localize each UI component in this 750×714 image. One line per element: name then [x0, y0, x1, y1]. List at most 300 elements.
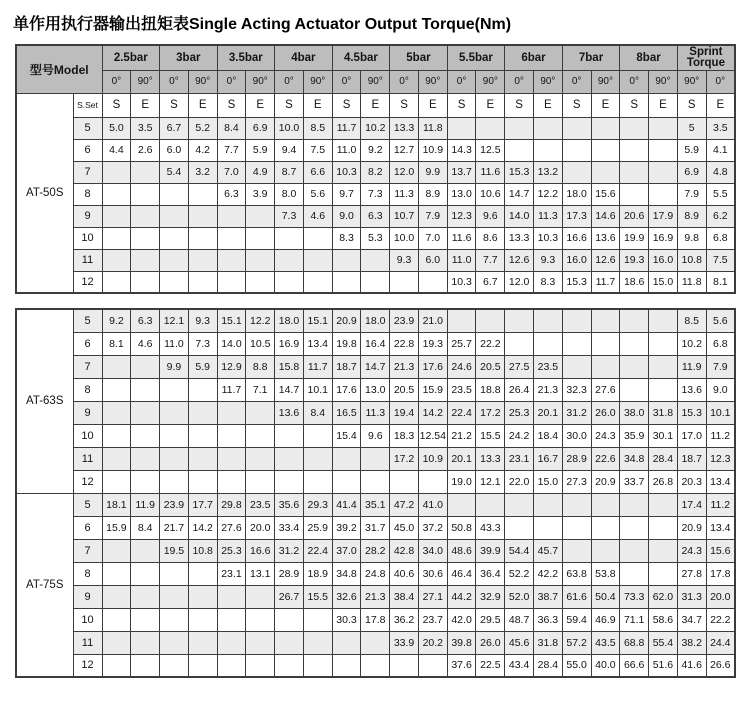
empty-cell — [332, 271, 361, 293]
empty-cell — [649, 516, 678, 539]
empty-cell — [390, 271, 419, 293]
torque-value-cell: 7.3 — [188, 332, 217, 355]
model-cell: AT-75S — [16, 493, 73, 677]
torque-value-cell: 5.3 — [361, 227, 390, 249]
torque-value-cell: 6.3 — [131, 309, 160, 332]
empty-cell — [275, 470, 304, 493]
torque-value-cell: 66.6 — [620, 654, 649, 677]
torque-value-cell: 21.0 — [418, 309, 447, 332]
sset-value-cell: 11 — [73, 447, 102, 470]
torque-value-cell: 16.5 — [332, 401, 361, 424]
torque-value-cell: 24.4 — [706, 631, 735, 654]
table-row — [16, 183, 735, 205]
empty-cell — [332, 654, 361, 677]
torque-value-cell: 27.5 — [505, 355, 534, 378]
empty-cell — [217, 447, 246, 470]
pressure-header: 2.5bar — [102, 45, 160, 70]
degree-header-0: 0° — [217, 70, 246, 93]
spring-degree-header-90: 90° — [677, 70, 706, 93]
torque-value-cell: 17.8 — [706, 562, 735, 585]
torque-value-cell: 10.7 — [390, 205, 419, 227]
empty-cell — [303, 447, 332, 470]
torque-value-cell: 15.0 — [649, 271, 678, 293]
empty-cell — [102, 161, 131, 183]
pressure-header: 3bar — [160, 45, 218, 70]
torque-value-cell: 11.0 — [160, 332, 189, 355]
torque-value-cell: 23.1 — [217, 562, 246, 585]
torque-value-cell: 30.0 — [562, 424, 591, 447]
e-label-cell: E — [591, 93, 620, 117]
empty-cell — [505, 493, 534, 516]
torque-value-cell: 21.7 — [160, 516, 189, 539]
torque-value-cell: 27.8 — [677, 562, 706, 585]
torque-value-cell: 42.8 — [390, 539, 419, 562]
empty-cell — [188, 401, 217, 424]
torque-value-cell: 18.8 — [476, 378, 505, 401]
torque-value-cell: 12.0 — [505, 271, 534, 293]
torque-value-cell: 7.3 — [361, 183, 390, 205]
empty-cell — [620, 183, 649, 205]
degree-header-0: 0° — [620, 70, 649, 93]
empty-cell — [275, 249, 304, 271]
empty-cell — [562, 355, 591, 378]
torque-value-cell: 58.6 — [649, 608, 678, 631]
torque-value-cell: 4.1 — [706, 139, 735, 161]
torque-value-cell: 42.0 — [447, 608, 476, 631]
empty-cell — [188, 608, 217, 631]
s-label-cell: S — [447, 93, 476, 117]
torque-value-cell: 36.4 — [476, 562, 505, 585]
empty-cell — [620, 332, 649, 355]
table-row — [16, 631, 735, 654]
torque-value-cell: 4.6 — [303, 205, 332, 227]
torque-value-cell: 44.2 — [447, 585, 476, 608]
torque-value-cell: 10.0 — [275, 117, 304, 139]
torque-value-cell: 31.2 — [275, 539, 304, 562]
table-row — [16, 562, 735, 585]
torque-value-cell: 12.2 — [246, 309, 275, 332]
sset-value-cell: 8 — [73, 378, 102, 401]
empty-cell — [562, 139, 591, 161]
torque-value-cell: 6.8 — [706, 227, 735, 249]
empty-cell — [246, 227, 275, 249]
torque-value-cell: 10.2 — [361, 117, 390, 139]
e-label-cell: E — [246, 93, 275, 117]
torque-value-cell: 30.3 — [332, 608, 361, 631]
torque-value-cell: 53.8 — [591, 562, 620, 585]
torque-value-cell: 22.6 — [591, 447, 620, 470]
torque-value-cell: 8.5 — [677, 309, 706, 332]
empty-cell — [131, 470, 160, 493]
empty-cell — [217, 654, 246, 677]
torque-value-cell: 35.1 — [361, 493, 390, 516]
empty-cell — [303, 424, 332, 447]
empty-cell — [562, 161, 591, 183]
empty-cell — [131, 355, 160, 378]
torque-value-cell: 13.3 — [390, 117, 419, 139]
torque-value-cell: 16.0 — [649, 249, 678, 271]
empty-cell — [102, 401, 131, 424]
empty-cell — [131, 161, 160, 183]
empty-cell — [361, 271, 390, 293]
empty-cell — [620, 117, 649, 139]
empty-cell — [447, 309, 476, 332]
table-header — [16, 45, 735, 93]
torque-value-cell: 52.0 — [505, 585, 534, 608]
torque-value-cell: 20.1 — [447, 447, 476, 470]
empty-cell — [188, 631, 217, 654]
empty-cell — [275, 424, 304, 447]
sset-value-cell: 10 — [73, 608, 102, 631]
torque-value-cell: 7.5 — [303, 139, 332, 161]
torque-value-cell: 36.3 — [533, 608, 562, 631]
torque-value-cell: 8.3 — [332, 227, 361, 249]
torque-value-cell: 9.6 — [361, 424, 390, 447]
torque-value-cell: 7.0 — [418, 227, 447, 249]
empty-cell — [303, 654, 332, 677]
torque-value-cell: 52.2 — [505, 562, 534, 585]
empty-cell — [102, 654, 131, 677]
torque-value-cell: 25.7 — [447, 332, 476, 355]
torque-value-cell: 32.3 — [562, 378, 591, 401]
torque-value-cell: 6.6 — [303, 161, 332, 183]
torque-value-cell: 10.2 — [677, 332, 706, 355]
torque-value-cell: 11.2 — [706, 424, 735, 447]
table-row — [16, 205, 735, 227]
torque-value-cell: 17.6 — [418, 355, 447, 378]
empty-cell — [102, 378, 131, 401]
empty-cell — [246, 470, 275, 493]
torque-value-cell: 14.0 — [217, 332, 246, 355]
torque-value-cell: 11.7 — [303, 355, 332, 378]
empty-cell — [160, 447, 189, 470]
empty-cell — [131, 401, 160, 424]
torque-value-cell: 25.3 — [217, 539, 246, 562]
torque-value-cell: 8.9 — [418, 183, 447, 205]
model-cell: AT-50S — [16, 93, 73, 293]
torque-value-cell: 13.2 — [534, 161, 563, 183]
empty-cell — [102, 227, 131, 249]
torque-value-cell: 24.8 — [361, 562, 390, 585]
torque-value-cell: 9.0 — [706, 378, 735, 401]
degree-header-90: 90° — [361, 70, 390, 93]
torque-value-cell: 6.9 — [246, 117, 275, 139]
empty-cell — [361, 631, 390, 654]
torque-value-cell: 61.6 — [562, 585, 591, 608]
table-row — [16, 355, 735, 378]
empty-cell — [131, 539, 160, 562]
torque-value-cell: 59.4 — [562, 608, 591, 631]
torque-value-cell: 13.4 — [303, 332, 332, 355]
model-header: 型号Model — [16, 45, 102, 93]
torque-value-cell: 7.9 — [418, 205, 447, 227]
empty-cell — [390, 654, 419, 677]
torque-value-cell: 22.5 — [476, 654, 505, 677]
torque-value-cell: 4.6 — [131, 332, 160, 355]
torque-value-cell: 26.6 — [706, 654, 735, 677]
empty-cell — [246, 654, 275, 677]
torque-value-cell: 20.0 — [246, 516, 275, 539]
torque-value-cell: 26.4 — [505, 378, 534, 401]
torque-value-cell: 15.3 — [562, 271, 591, 293]
empty-cell — [533, 516, 562, 539]
torque-value-cell: 9.2 — [102, 309, 131, 332]
torque-value-cell: 28.4 — [533, 654, 562, 677]
torque-value-cell: 71.1 — [620, 608, 649, 631]
torque-value-cell: 27.6 — [217, 516, 246, 539]
empty-cell — [131, 654, 160, 677]
torque-value-cell: 11.7 — [591, 271, 620, 293]
torque-value-cell: 25.3 — [505, 401, 534, 424]
torque-value-cell: 12.9 — [217, 355, 246, 378]
empty-cell — [505, 332, 534, 355]
degree-header-row — [16, 70, 735, 93]
torque-value-cell: 26.0 — [591, 401, 620, 424]
empty-cell — [447, 117, 476, 139]
torque-value-cell: 18.0 — [275, 309, 304, 332]
torque-value-cell: 16.6 — [562, 227, 591, 249]
degree-header-0: 0° — [505, 70, 534, 93]
spring-torque-header: Sprint Torque — [677, 45, 735, 70]
torque-value-cell: 17.4 — [677, 493, 706, 516]
empty-cell — [361, 654, 390, 677]
torque-value-cell: 20.5 — [476, 355, 505, 378]
empty-cell — [160, 205, 189, 227]
torque-value-cell: 9.3 — [390, 249, 419, 271]
torque-value-cell: 23.1 — [505, 447, 534, 470]
empty-cell — [131, 447, 160, 470]
sset-value-cell: 7 — [73, 539, 102, 562]
torque-value-cell: 20.0 — [706, 585, 735, 608]
torque-value-cell: 14.7 — [505, 183, 534, 205]
torque-value-cell: 14.2 — [188, 516, 217, 539]
torque-value-cell: 17.0 — [677, 424, 706, 447]
empty-cell — [188, 424, 217, 447]
empty-cell — [303, 631, 332, 654]
empty-cell — [102, 447, 131, 470]
torque-value-cell: 23.5 — [447, 378, 476, 401]
torque-value-cell: 20.5 — [390, 378, 419, 401]
empty-cell — [476, 493, 505, 516]
pressure-header: 4.5bar — [332, 45, 390, 70]
torque-value-cell: 57.2 — [562, 631, 591, 654]
torque-value-cell: 29.3 — [303, 493, 332, 516]
torque-value-cell: 7.9 — [677, 183, 706, 205]
degree-header-90: 90° — [131, 70, 160, 93]
empty-cell — [160, 227, 189, 249]
torque-value-cell: 41.6 — [677, 654, 706, 677]
empty-cell — [131, 585, 160, 608]
torque-value-cell: 10.8 — [677, 249, 706, 271]
torque-value-cell: 10.5 — [246, 332, 275, 355]
s-label-cell: S — [332, 93, 361, 117]
torque-value-cell: 6.3 — [361, 205, 390, 227]
torque-value-cell: 14.0 — [505, 205, 534, 227]
torque-value-cell: 11.3 — [361, 401, 390, 424]
torque-value-cell: 5.4 — [160, 161, 189, 183]
torque-value-cell: 5.9 — [188, 355, 217, 378]
torque-value-cell: 5.0 — [102, 117, 131, 139]
torque-value-cell: 20.9 — [677, 516, 706, 539]
torque-value-cell: 10.6 — [476, 183, 505, 205]
torque-value-cell: 27.6 — [591, 378, 620, 401]
empty-cell — [188, 271, 217, 293]
torque-value-cell: 10.3 — [332, 161, 361, 183]
empty-cell — [102, 608, 131, 631]
torque-value-cell: 3.9 — [246, 183, 275, 205]
empty-cell — [418, 654, 447, 677]
empty-cell — [505, 309, 534, 332]
torque-value-cell: 34.7 — [677, 608, 706, 631]
torque-value-cell: 19.3 — [620, 249, 649, 271]
pressure-header: 3.5bar — [217, 45, 275, 70]
sset-value-cell: 8 — [73, 562, 102, 585]
torque-value-cell: 63.8 — [562, 562, 591, 585]
torque-value-cell: 26.7 — [275, 585, 304, 608]
empty-cell — [275, 447, 304, 470]
empty-cell — [562, 332, 591, 355]
empty-cell — [361, 249, 390, 271]
torque-value-cell: 22.2 — [706, 608, 735, 631]
e-label-cell: E — [534, 93, 563, 117]
torque-value-cell: 29.5 — [476, 608, 505, 631]
degree-header-90: 90° — [303, 70, 332, 93]
empty-cell — [418, 470, 447, 493]
torque-value-cell: 14.7 — [275, 378, 304, 401]
empty-cell — [562, 516, 591, 539]
torque-value-cell: 9.6 — [476, 205, 505, 227]
empty-cell — [332, 470, 361, 493]
empty-cell — [217, 608, 246, 631]
sset-value-cell: 5 — [73, 493, 102, 516]
torque-value-cell: 42.2 — [533, 562, 562, 585]
torque-value-cell: 39.8 — [447, 631, 476, 654]
empty-cell — [188, 205, 217, 227]
torque-value-cell: 10.8 — [188, 539, 217, 562]
torque-value-cell: 13.3 — [505, 227, 534, 249]
torque-value-cell: 15.4 — [332, 424, 361, 447]
empty-cell — [476, 117, 505, 139]
torque-value-cell: 19.3 — [418, 332, 447, 355]
empty-cell — [476, 309, 505, 332]
empty-cell — [275, 654, 304, 677]
torque-value-cell: 12.54 — [418, 424, 447, 447]
torque-value-cell: 12.1 — [476, 470, 505, 493]
torque-value-cell: 18.0 — [361, 309, 390, 332]
empty-cell — [649, 117, 678, 139]
empty-cell — [217, 271, 246, 293]
torque-value-cell: 9.0 — [332, 205, 361, 227]
torque-value-cell: 15.6 — [706, 539, 735, 562]
degree-header-90: 90° — [246, 70, 275, 93]
empty-cell — [102, 355, 131, 378]
table-row — [16, 309, 735, 332]
torque-value-cell: 15.9 — [102, 516, 131, 539]
torque-value-cell: 11.0 — [447, 249, 476, 271]
torque-value-cell: 7.7 — [476, 249, 505, 271]
torque-value-cell: 25.9 — [303, 516, 332, 539]
torque-value-cell: 11.3 — [534, 205, 563, 227]
empty-cell — [102, 249, 131, 271]
torque-value-cell: 15.5 — [303, 585, 332, 608]
torque-value-cell: 15.1 — [303, 309, 332, 332]
torque-value-cell: 11.6 — [476, 161, 505, 183]
pressure-header: 4bar — [275, 45, 333, 70]
empty-cell — [591, 355, 620, 378]
torque-value-cell: 20.1 — [533, 401, 562, 424]
empty-cell — [102, 183, 131, 205]
torque-value-cell: 11.9 — [131, 493, 160, 516]
empty-cell — [160, 608, 189, 631]
torque-value-cell: 9.2 — [361, 139, 390, 161]
empty-cell — [131, 249, 160, 271]
empty-cell — [418, 271, 447, 293]
empty-cell — [620, 355, 649, 378]
torque-value-cell: 40.6 — [390, 562, 419, 585]
torque-value-cell: 34.8 — [620, 447, 649, 470]
empty-cell — [533, 309, 562, 332]
torque-value-cell: 55.0 — [562, 654, 591, 677]
torque-value-cell: 11.0 — [332, 139, 361, 161]
torque-value-cell: 13.4 — [706, 470, 735, 493]
empty-cell — [649, 332, 678, 355]
sset-value-cell: 9 — [73, 585, 102, 608]
torque-value-cell: 48.6 — [447, 539, 476, 562]
empty-cell — [620, 161, 649, 183]
torque-value-cell: 14.3 — [447, 139, 476, 161]
pressure-header: 6bar — [505, 45, 563, 70]
empty-cell — [217, 470, 246, 493]
torque-value-cell: 6.2 — [706, 205, 735, 227]
torque-value-cell: 28.4 — [649, 447, 678, 470]
set-label-row — [16, 93, 735, 117]
torque-value-cell: 6.8 — [706, 332, 735, 355]
torque-value-cell: 4.8 — [706, 161, 735, 183]
torque-value-cell: 18.6 — [620, 271, 649, 293]
torque-value-cell: 13.0 — [361, 378, 390, 401]
empty-cell — [217, 631, 246, 654]
degree-header-90: 90° — [476, 70, 505, 93]
torque-value-cell: 8.4 — [303, 401, 332, 424]
torque-value-cell: 10.3 — [447, 271, 476, 293]
torque-value-cell: 16.0 — [562, 249, 591, 271]
torque-value-cell: 18.4 — [533, 424, 562, 447]
table-row — [16, 608, 735, 631]
degree-header-0: 0° — [332, 70, 361, 93]
empty-cell — [390, 470, 419, 493]
torque-value-cell: 5.6 — [303, 183, 332, 205]
empty-cell — [131, 378, 160, 401]
torque-value-cell: 17.8 — [361, 608, 390, 631]
sset-value-cell: 11 — [73, 249, 102, 271]
torque-value-cell: 22.2 — [476, 332, 505, 355]
torque-value-cell: 6.0 — [418, 249, 447, 271]
empty-cell — [591, 139, 620, 161]
torque-value-cell: 20.9 — [332, 309, 361, 332]
torque-value-cell: 45.6 — [505, 631, 534, 654]
torque-value-cell: 8.9 — [677, 205, 706, 227]
empty-cell — [649, 161, 678, 183]
sset-value-cell: 12 — [73, 654, 102, 677]
empty-cell — [562, 117, 591, 139]
torque-value-cell: 43.5 — [591, 631, 620, 654]
torque-value-cell: 50.4 — [591, 585, 620, 608]
degree-header-90: 90° — [418, 70, 447, 93]
empty-cell — [188, 249, 217, 271]
torque-value-cell: 12.2 — [534, 183, 563, 205]
torque-value-cell: 15.3 — [505, 161, 534, 183]
torque-value-cell: 13.3 — [476, 447, 505, 470]
